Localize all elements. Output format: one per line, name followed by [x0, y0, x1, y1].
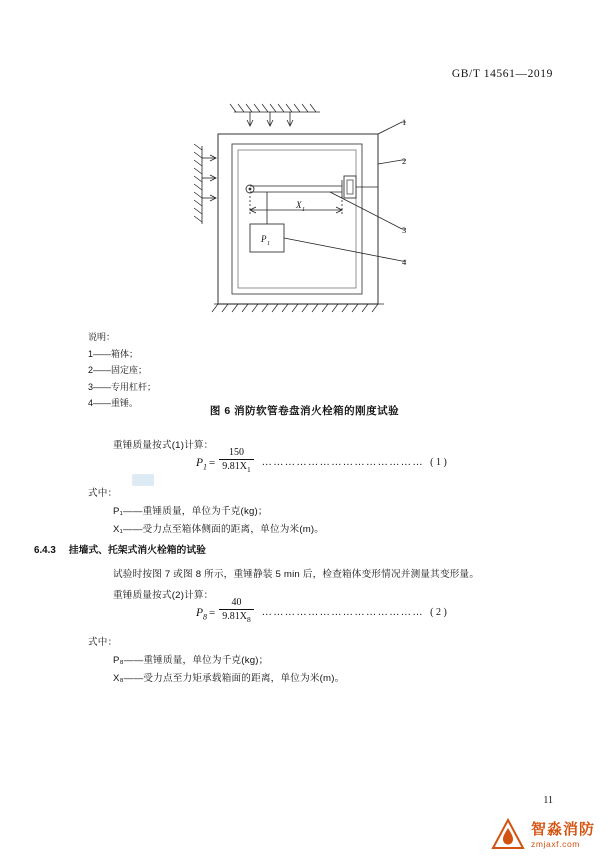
figure-callout-1: 1 — [402, 117, 407, 127]
legend-item-4: 4——重锤。 — [88, 398, 139, 408]
page-number: 11 — [543, 795, 553, 806]
formula1-number: ( 1 ) — [430, 457, 447, 468]
formula2-lead-text: 重锤质量按式(2)计算： — [113, 590, 214, 601]
watermark-branding — [491, 818, 595, 852]
formula1-lead-text: 重锤质量按式(1)计算： — [113, 440, 214, 451]
formula1-where-label: 式中： — [88, 488, 118, 499]
figure-callout-numbers — [396, 96, 456, 296]
section-title: 挂墙式、托架式消火栓箱的试验 — [68, 545, 206, 556]
test-description-paragraph: 试验时按图 7 或图 8 所示，重锤静装 5 min 后，检查箱体变形情况并测量其变形量。 — [113, 569, 480, 580]
formula2-number: ( 2 ) — [430, 607, 447, 618]
formula2-denominator-sub: 8 — [246, 615, 251, 624]
formula2-def-p8: P₈——重锤质量，单位为千克(kg)； — [113, 655, 269, 666]
formula2-numerator: 40 — [231, 597, 242, 608]
formula2-leader-dots: …………………………………… — [261, 607, 425, 618]
watermark-subtitle: zmjaxf.com — [530, 838, 580, 849]
formula1-def-p1: P₁——重锤质量，单位为千克(kg)； — [113, 506, 268, 517]
formula1-denominator-sub: 1 — [246, 465, 251, 474]
figure-callout-4: 4 — [402, 257, 407, 267]
formula1-lhs-sub: 1 — [203, 462, 208, 472]
legend-item-3: 3——专用杠杆； — [88, 381, 157, 392]
page-artifact-mark — [132, 474, 154, 486]
figure-callout-3: 3 — [402, 225, 407, 235]
watermark-title: 智淼消防 — [530, 820, 595, 838]
legend-item-2: 2——固定座； — [88, 365, 148, 375]
formula1-numerator: 150 — [228, 447, 244, 458]
svg-text:1: 1 — [267, 241, 270, 247]
formula2-lhs: P — [196, 607, 204, 620]
formula1-def-x1: X₁——受力点至箱体侧面的距离，单位为米(m)。 — [113, 524, 325, 535]
formula1-leader-dots: …………………………………… — [261, 457, 425, 468]
legend-item-1: 1——箱体； — [88, 348, 139, 359]
flame-logo-icon — [491, 818, 525, 852]
section-number: 6.4.3 — [34, 545, 56, 556]
formula2-lhs-sub: 8 — [203, 612, 208, 622]
formula2-denominator: 9.81X — [222, 611, 247, 622]
section-heading-6-4-3 — [34, 542, 206, 556]
formula1-denominator: 9.81X — [222, 461, 247, 472]
formula2-where-label: 式中： — [88, 637, 118, 648]
svg-text:1: 1 — [302, 207, 305, 213]
formula2-def-x8: X₈——受力点至力矩承载箱面的距离，单位为米(m)。 — [113, 673, 345, 684]
formula-1: $P_1$ = $\frac{150}{9.81X_1}$ …………………………………… ( 1 ) — [196, 447, 447, 474]
formula1-lhs: P — [196, 457, 204, 470]
svg-text:P: P — [261, 234, 267, 244]
legend-title: 说明： — [88, 332, 116, 342]
svg-text:X: X — [296, 200, 302, 210]
figure-callout-2: 2 — [402, 156, 407, 166]
standard-code-header: GB/T 14561—2019 — [451, 68, 553, 80]
formula-2: $P_8$ = $\frac{40}{9.81X_8}$ …………………………………… ( 2 ) — [196, 597, 447, 624]
figure-caption: 图 6 消防软管卷盘消火栓箱的刚度试验 — [209, 405, 400, 417]
figure-legend — [88, 329, 156, 412]
